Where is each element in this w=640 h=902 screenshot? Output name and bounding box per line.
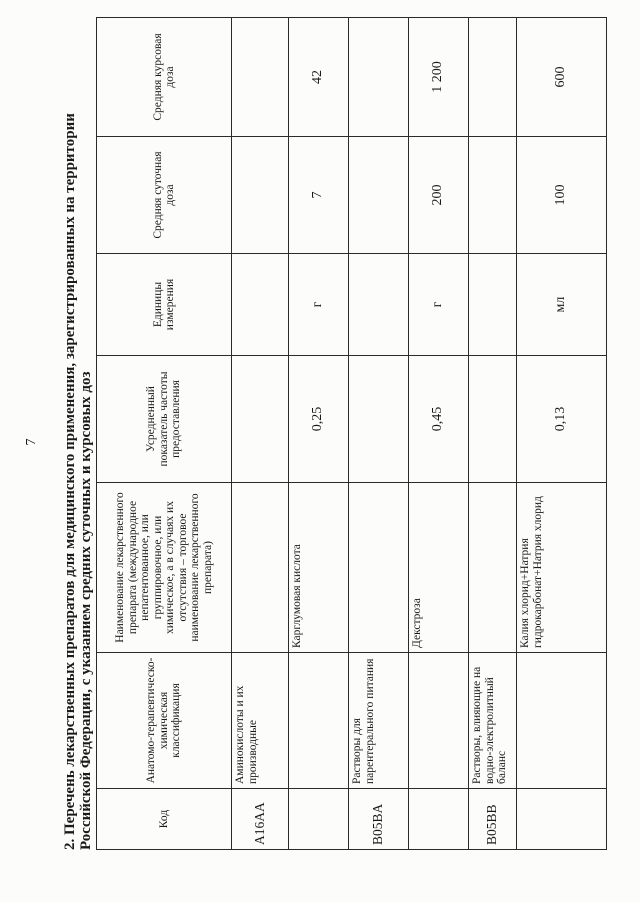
cell-code (289, 789, 349, 850)
cell-atc: Аминокислоты и их производные (232, 653, 289, 789)
cell-unit (232, 254, 289, 356)
cell-drug (469, 483, 517, 653)
cell-course-dose: 42 (289, 18, 349, 137)
cell-course-dose (232, 18, 289, 137)
cell-code: B05BB (469, 789, 517, 850)
page-number: 7 (24, 438, 39, 446)
header-frequency: Усредненный показатель частоты предоставления (97, 356, 232, 483)
cell-unit: мл (517, 254, 607, 356)
cell-drug (349, 483, 409, 653)
header-course-dose: Средняя курсовая доза (97, 18, 232, 137)
cell-daily-dose (469, 137, 517, 254)
cell-daily-dose: 200 (409, 137, 469, 254)
cell-daily-dose: 100 (517, 137, 607, 254)
header-row (97, 18, 232, 850)
cell-atc (517, 653, 607, 789)
cell-atc: Растворы, влияющие на водно-электролитный баланс (469, 653, 517, 789)
cell-daily-dose: 7 (289, 137, 349, 254)
cell-unit: г (409, 254, 469, 356)
cell-unit (469, 254, 517, 356)
cell-code: A16AA (232, 789, 289, 850)
cell-frequency: 0,13 (517, 356, 607, 483)
cell-drug: Карглумовая кислота (289, 483, 349, 653)
cell-frequency (232, 356, 289, 483)
table-row (469, 18, 517, 850)
cell-atc (409, 653, 469, 789)
cell-course-dose: 1 200 (409, 18, 469, 137)
rotated-page-content (60, 10, 620, 850)
table-row (349, 18, 409, 850)
table-row (409, 18, 469, 850)
header-drug-name: Наименование лекарственного препарата (международное непатентованное, или группировочное, или химическое, а в случаях их отсутствия – торговое наименование лекарственного препарата) (97, 483, 232, 653)
cell-unit: г (289, 254, 349, 356)
cell-frequency (349, 356, 409, 483)
heading-line-1: 2. Перечень лекарственных препаратов для медицинского применения, зарегистрированных на территории (62, 113, 78, 850)
cell-drug: Калия хлорид+Натрия гидрокарбонат+Натрия хлорид (517, 483, 607, 653)
cell-course-dose: 600 (517, 18, 607, 137)
section-heading (62, 20, 94, 850)
cell-frequency (469, 356, 517, 483)
cell-code: B05BA (349, 789, 409, 850)
cell-atc (289, 653, 349, 789)
header-unit: Единицы измерения (97, 254, 232, 356)
cell-frequency: 0,45 (409, 356, 469, 483)
cell-unit (349, 254, 409, 356)
cell-code (517, 789, 607, 850)
cell-drug: Декстроза (409, 483, 469, 653)
header-code: Код (97, 789, 232, 850)
cell-course-dose (469, 18, 517, 137)
cell-daily-dose (232, 137, 289, 254)
cell-course-dose (349, 18, 409, 137)
cell-frequency: 0,25 (289, 356, 349, 483)
cell-drug (232, 483, 289, 653)
cell-atc: Растворы для парентерального питания (349, 653, 409, 789)
cell-code (409, 789, 469, 850)
cell-daily-dose (349, 137, 409, 254)
heading-line-2: Российской Федерации, с указанием средних суточных и курсовых доз (78, 371, 94, 850)
drug-table (96, 17, 607, 850)
table-row (517, 18, 607, 850)
header-atc: Анатомо-терапевтическо-химическая классификация (97, 653, 232, 789)
header-daily-dose: Средняя суточная доза (97, 137, 232, 254)
table-row (232, 18, 289, 850)
table-row (289, 18, 349, 850)
